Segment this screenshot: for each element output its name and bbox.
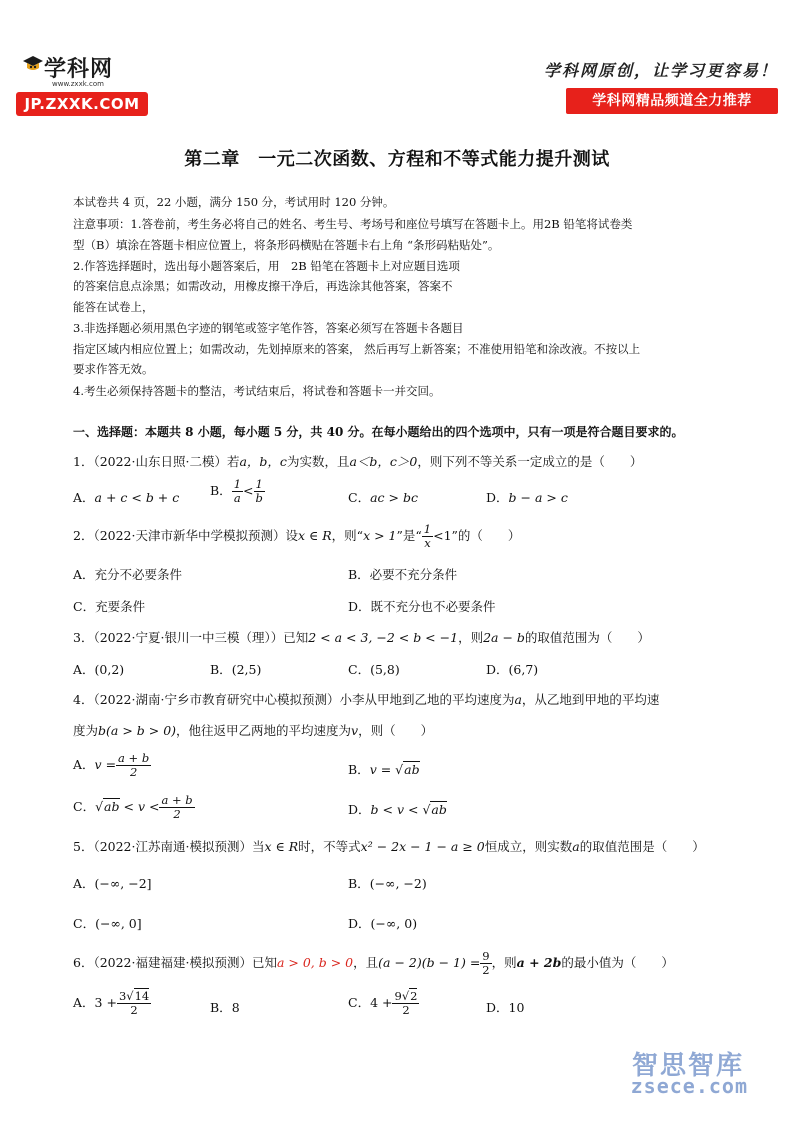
question-5-option-a[interactable]: A．(−∞, −2] bbox=[73, 876, 152, 891]
question-5-option-b[interactable]: B．(−∞, −2) bbox=[348, 876, 427, 891]
question-3-option-d[interactable]: D．(6,7) bbox=[486, 662, 539, 677]
question-5-option-d[interactable]: D．(−∞, 0) bbox=[348, 916, 418, 931]
question-2-option-d[interactable]: D．既不充分也不必要条件 bbox=[348, 599, 496, 614]
note-line: 本试卷共 4 页，22 小题，满分 150 分，考试用时 120 分钟。 bbox=[73, 195, 395, 209]
question-6-option-b[interactable]: B．8 bbox=[210, 1000, 240, 1015]
watermark-text: 智思智库 bbox=[631, 1051, 744, 1081]
question-4-option-d[interactable]: D．b < v < √ab bbox=[348, 802, 447, 817]
question-6-option-c[interactable]: C．4 + $\frac{9√2}{2}$ bbox=[348, 989, 418, 1017]
question-4-option-b[interactable]: B．v = √ab bbox=[348, 762, 420, 777]
question-1-stem: 1．（2022·山东日照·二模）若a，b，c为实数，且a＜b，c＞0，则下列不等关系一定成立的是（ ） bbox=[73, 454, 643, 469]
question-6-option-d[interactable]: D．10 bbox=[486, 1000, 525, 1015]
question-3-option-c[interactable]: C．(5,8) bbox=[348, 662, 400, 677]
note-line: 注意事项：1.答卷前，考生务必将自己的姓名、考生号、考场号和座位号填写在答题卡上。用2B 铅笔将试卷类 bbox=[73, 217, 633, 231]
question-2-option-a[interactable]: A．充分不必要条件 bbox=[73, 567, 183, 582]
question-2-stem: 2．（2022·天津市新华中学模拟预测）设x ∈ R，则“x > 1”是“ $\frac{1}{x}$ <1”的（ ） bbox=[73, 522, 521, 550]
question-5-stem: 5．（2022·江苏南通·模拟预测）当x ∈ R时，不等式x² − 2x − 1 − a ≥ 0恒成立，则实数a的取值范围是（ ） bbox=[73, 839, 705, 854]
note-line: 4.考生必须保持答题卡的整洁，考试结束后，将试卷和答题卡一并交回。 bbox=[73, 384, 441, 398]
question-1-option-a[interactable]: A．a + c < b + c bbox=[73, 490, 180, 505]
logo-url: www.zxxk.com bbox=[52, 80, 104, 88]
promo-banner: 学科网精品频道全力推荐 bbox=[566, 88, 778, 114]
slogan: 学科网原创，让学习更容易！ bbox=[543, 61, 778, 80]
section-heading: 一、选择题：本题共 8 小题，每小题 5 分，共 40 分。在每小题给出的四个选项中，只有一项是符合题目要求的。 bbox=[73, 425, 684, 439]
question-1-option-b[interactable]: B． $\frac{1}{a}$ < $\frac{1}{b}$ bbox=[210, 477, 263, 505]
note-line: 型（B）填涂在答题卡相应位置上，将条形码横贴在答题卡右上角 “条形码粘贴处”。 bbox=[73, 238, 500, 252]
question-5-option-c[interactable]: C．(−∞, 0] bbox=[73, 916, 142, 931]
question-4-stem-line2: 度为b(a > b > 0)，他往返甲乙两地的平均速度为v，则（ ） bbox=[73, 723, 434, 738]
note-line: 能答在试卷上， bbox=[73, 300, 154, 314]
question-6-stem: 6．（2022·福建福建·模拟预测）已知a > 0, b > 0，且(a − 2)(b − 1) = $\frac{9}{2}$ ，则a + 2b的最小值为（ ） bbox=[73, 949, 674, 977]
question-4-option-c[interactable]: C．√ab < v < $\frac{a + b}{2}$ bbox=[73, 793, 193, 821]
question-3-option-b[interactable]: B．(2,5) bbox=[210, 662, 262, 677]
question-1-option-c[interactable]: C．ac > bc bbox=[348, 490, 418, 505]
question-2-option-b[interactable]: B．必要不充分条件 bbox=[348, 567, 458, 582]
question-3-stem: 3．（2022·宁夏·银川一中三模（理））已知2 < a < 3, −2 < b < −1，则2a − b的取值范围为（ ） bbox=[73, 630, 650, 645]
note-line: 要求作答无效。 bbox=[73, 362, 154, 376]
question-6-option-a[interactable]: A．3 + $\frac{3√14}{2}$ bbox=[73, 989, 150, 1017]
question-1-option-d[interactable]: D．b − a > c bbox=[486, 490, 568, 505]
question-3-option-a[interactable]: A．(0,2) bbox=[73, 662, 125, 677]
mortarboard-icon bbox=[22, 54, 44, 74]
note-line: 2.作答选择题时，选出每小题答案后，用 2B 铅笔在答题卡上对应题目选项 bbox=[73, 259, 460, 273]
note-line: 的答案信息点涂黑；如需改动，用橡皮擦干净后，再选涂其他答案，答案不 bbox=[73, 279, 453, 293]
note-line: 3.非选择题必须用黑色字迹的钢笔或签字笔作答，答案必须写在答题卡各题目 bbox=[73, 321, 464, 335]
watermark-url: zsece.com bbox=[630, 1074, 748, 1098]
question-2-option-c[interactable]: C．充要条件 bbox=[73, 599, 146, 614]
question-4-stem-line1: 4．（2022·湖南·宁乡市教育研究中心模拟预测）小李从甲地到乙地的平均速度为a，从乙地到甲地的平均速 bbox=[73, 692, 660, 707]
question-4-option-a[interactable]: A．v = $\frac{a + b}{2}$ bbox=[73, 751, 150, 779]
logo-text: 学科网 bbox=[44, 57, 114, 82]
logo-banner: JP.ZXXK.COM bbox=[16, 92, 148, 116]
note-line: 指定区域内相应位置上；如需改动，先划掉原来的答案， 然后再写上新答案；不准使用铅笔和涂改液。不按以上 bbox=[73, 342, 641, 356]
page-title: 第二章 一元二次函数、方程和不等式能力提升测试 bbox=[184, 149, 610, 170]
